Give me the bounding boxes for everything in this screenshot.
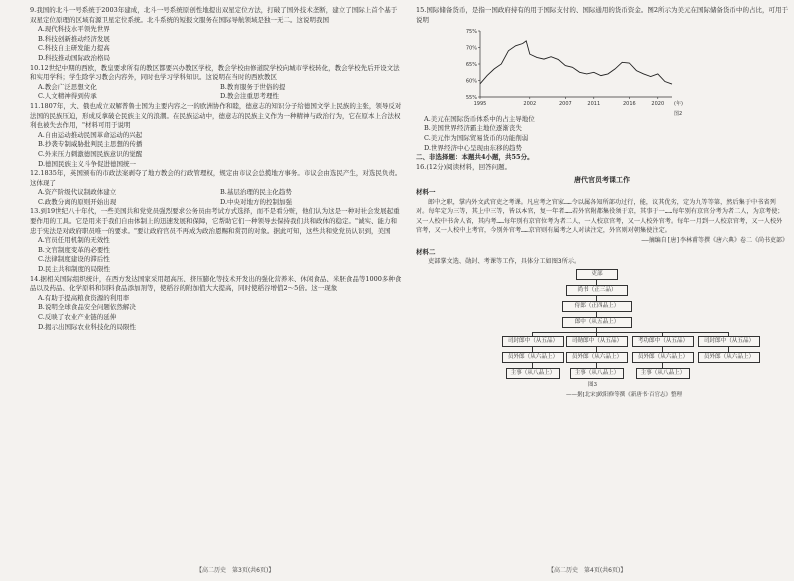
chart-series-line <box>480 41 672 84</box>
question-14-stem: 14.据相关国际组织统计，在西方发达国家采用超高压、挤压膨化等技术开发出的强化营养米、休闲食品、米胚食品等1000多种食品以及药品、化学原料和饲料食品添加剂等，使稻谷的附加值大大提高，同时使稻谷增值2～5倍。这一现象 <box>30 274 402 293</box>
question-10-option-b[interactable]: B.教育服务于世俗的提 <box>220 82 286 91</box>
chart-x-tick-label: 2016 <box>622 101 636 108</box>
figure-2-chart <box>458 27 788 118</box>
question-14-option-b[interactable]: B.说明全球食品安全问题依然解决 <box>38 303 136 312</box>
org-level3-box: 郎中（从五品上） <box>562 317 632 328</box>
question-13-option-d[interactable]: D.民主共和制度的局限性 <box>38 265 111 274</box>
left-column <box>30 6 402 332</box>
question-12-option-d[interactable]: D.中央对地方的控制加强 <box>220 197 293 206</box>
question-14-option-a[interactable]: A.有助于提高粮食资源的利用率 <box>38 293 130 302</box>
chart-y-tick-label: 55% <box>465 95 477 102</box>
org-level4-box-4: 司封郎中（从五品） <box>698 336 760 347</box>
question-9-option-d[interactable]: D.科技推动国际政治格局 <box>38 53 111 62</box>
chart-y-tick-label: 70% <box>465 45 477 52</box>
org-level5-box-1: 员外郎（从六品上） <box>502 352 564 363</box>
material-1-title: 材料一 <box>416 187 436 196</box>
question-15-option-b[interactable]: B.美国世界经济霸主地位逐渐丧失 <box>424 124 522 133</box>
question-9-option-b[interactable]: B.科技创新推动经济发展 <box>38 34 110 43</box>
question-10-option-d[interactable]: D.教会注重思考理性 <box>220 92 280 101</box>
chart-x-tick-label: 2020 <box>651 101 665 108</box>
question-11-stem: 11.1807年，大、俄也成立双解普鲁士国为主要内容之一的欧洲协作和睦，德意志的知识分子给德国文学上民族的主张，领导反对法国的民族压迫，形成反拿破仑民族主义的浪潮。在民族运动中，德意志的民族主义作为一种精神与政治行为，它在原本上合法权利也被失去作用，"材料可用于说明 <box>30 101 402 130</box>
chart-x-tick-label: 2007 <box>558 101 572 108</box>
chart-x-tick-label: 2002 <box>523 101 537 108</box>
org-level4-box-2: 司勋郎中（从五品） <box>566 336 628 347</box>
question-11-option-a[interactable]: A.自由运动推动民国革命运动的兴起 <box>38 130 143 139</box>
question-12-option-b[interactable]: B.基层治理的民主化趋势 <box>220 188 292 197</box>
org-level4-box-3: 考功郎中（从五品） <box>632 336 694 347</box>
section-2-heading: 二、非选择题：本题共4小题，共55分。 <box>416 153 534 162</box>
question-13-option-b[interactable]: B.文官制度变革的必要性 <box>38 245 110 254</box>
question-16-title: 唐代官员考课工作 <box>574 175 630 185</box>
material-2-text: 吏部掌文选、勋封、考课等工作，具体分工如图3所示。 <box>428 258 581 266</box>
material-1-source: ——摘编自[唐]李林甫等撰《唐六典》卷二《尚书吏部》 <box>641 236 788 244</box>
chart-x-tick-label: 2011 <box>587 101 601 108</box>
org-level1-box: 尚书（正三品） <box>566 285 628 296</box>
org-level6-box-2: 主事（从八品上） <box>570 368 624 379</box>
org-level6-box-3: 主事（从八品上） <box>636 368 690 379</box>
material-1-text: 郎中之职，掌内外文武官吏之考课。凡应考之官家……令以属各知所部功过行，能，议其优劣，定为九等等第，然后集于中书省列对。每年定为三等，其上中三等，皆以本官，复一年者……若外官附都集役须于京，其事于一……每年别有京官分考为者二人，为京考使；又一人校中书舍人省，其内考……每年别有京官位考为者二人，一人校京官考，又一人校外官考。每年一月到一人校京官考，又一人校外官考，又一人校中上考官，今别外官考……京官则有属考之人对读注定，外官则对朝集使注定。 <box>416 198 784 235</box>
right-page-footer: 【高二历史 第4页(共6页)】 <box>548 567 627 574</box>
question-9-option-a[interactable]: A.现代科技水平领先世界 <box>38 25 110 34</box>
reserve-currency-line-chart <box>458 27 688 118</box>
question-15-option-c[interactable]: C.美元作为国际贸易货币的功能削弱 <box>424 133 529 142</box>
question-15-option-a[interactable]: A.美元在国际货币体系中的占主导地位 <box>424 114 535 123</box>
org-level4-box-1: 司封郎中（从五品） <box>502 336 564 347</box>
question-9-option-c[interactable]: C.科技自主研发能力提高 <box>38 44 110 53</box>
question-9-stem: 9.我国的北斗一号系统于2003年建成，北斗一号系统原创性地提出双星定位方法，打破了国外技术垄断，建立了国际上首个基于双星定位原理的区域有源卫星定位系统。北斗系统的短报文服务在国际导航领域是独一无二。这说明我国 <box>30 6 398 24</box>
org-level5-box-2: 员外郎（从六品上） <box>566 352 628 363</box>
question-10-option-a[interactable]: A.教会广泛思想文化 <box>38 82 97 91</box>
question-14-option-d[interactable]: D.揭示出国际农业科技化的局限性 <box>38 322 137 331</box>
org-level5-box-3: 员外郎（从六品上） <box>632 352 694 363</box>
question-13-stem: 13.到19世纪八十年代，一些美国共和党党员强烈要求公务员由考试方式选择，而不是看分赃，他们认为这是一种对社会发展起重要作用的工具。它是用来于我们自由体制上的迅速发展和保障，它帮助它们一种领导去保持我们共和政体的稳定。"诚实、能力和忠于宪法是对政府职员唯一的要求。"要让政府官员不再成为政治恩赐和赏罚的对象。据此可知，这些共和党党员认识到，美国 <box>30 207 400 235</box>
figure-3-org-chart <box>416 269 788 409</box>
figure-3-source: ——据[北宋]欧阳修等撰《新唐书·百官志》整理 <box>566 391 683 398</box>
question-10-option-c[interactable]: C.人文精神得到传承 <box>38 92 97 101</box>
figure-2-label: 图2 <box>674 111 683 118</box>
question-15-stem: 15.国际储备货币，是指一国政府持有的用于国际支付的、国际通用的货币资金。图2所示为美元在国际储备货币中的占比，可用于说明 <box>416 6 788 24</box>
question-13-option-c[interactable]: C.法律制度建设的滞后性 <box>38 255 110 264</box>
question-12-option-c[interactable]: C.政教分离的原则开始出现 <box>38 197 117 206</box>
org-level2-box: 侍郎（正四品上） <box>562 301 632 312</box>
question-10-options-row2 <box>38 92 402 102</box>
org-level5-box-4: 员外郎（从六品上） <box>698 352 760 363</box>
question-10-options-row1 <box>38 83 402 93</box>
right-column <box>416 6 788 409</box>
question-12-options-row1 <box>38 188 402 198</box>
chart-x-axis-label: (年) <box>674 101 683 108</box>
question-12-stem: 12.1835年，英国颁布的市政法案剥夺了地方教会的行政管理权，规定由市议会总揽地方事务。市议会由选民产生，对选民负责。这体现了 <box>30 169 402 187</box>
chart-x-tick-label: 1995 <box>473 101 487 108</box>
org-connector <box>532 332 728 333</box>
org-level6-box-1: 主事（从八品上） <box>506 368 560 379</box>
question-11-option-b[interactable]: B.抄袭专制威胁批判民主思想的传播 <box>38 140 143 149</box>
question-15-option-d[interactable]: D.世界经济中心呈现由东移的趋势 <box>424 143 523 152</box>
chart-y-tick-label: 60% <box>465 78 477 85</box>
question-11-option-c[interactable]: C.外来压力刺激德国民族意识的觉醒 <box>38 149 143 158</box>
material-2-title: 材料二 <box>416 247 436 256</box>
figure-3-label: 图3 <box>588 381 597 388</box>
question-10-stem: 10.12世纪中期的西欧，教皇要求所有的教区都要兴办教区学校，教会学校由修道院学校向城市学校转化，教会学校先后开设文法和实用学科；学生除学习教会内容外，同时也学习学科知识。这说明在当时的西欧教区 <box>30 63 400 82</box>
question-16-stem: 16.(12分)阅读材料，回答问题。 <box>416 162 512 171</box>
left-page-footer: 【高二历史 第3页(共6页)】 <box>196 567 275 574</box>
org-root-box: 吏部 <box>576 269 618 280</box>
question-11-option-d[interactable]: D.德国民族主义斗争促进德国统一 <box>38 159 137 168</box>
question-14-option-c[interactable]: C.反映了农业产业链的延伸 <box>38 313 117 321</box>
chart-y-tick-label: 75% <box>465 29 477 36</box>
chart-y-tick-label: 65% <box>465 62 477 69</box>
question-13-option-a[interactable]: A.官员任用机制的无效性 <box>38 236 110 245</box>
question-12-option-a[interactable]: A.资产阶级代议制政体建立 <box>38 188 117 197</box>
